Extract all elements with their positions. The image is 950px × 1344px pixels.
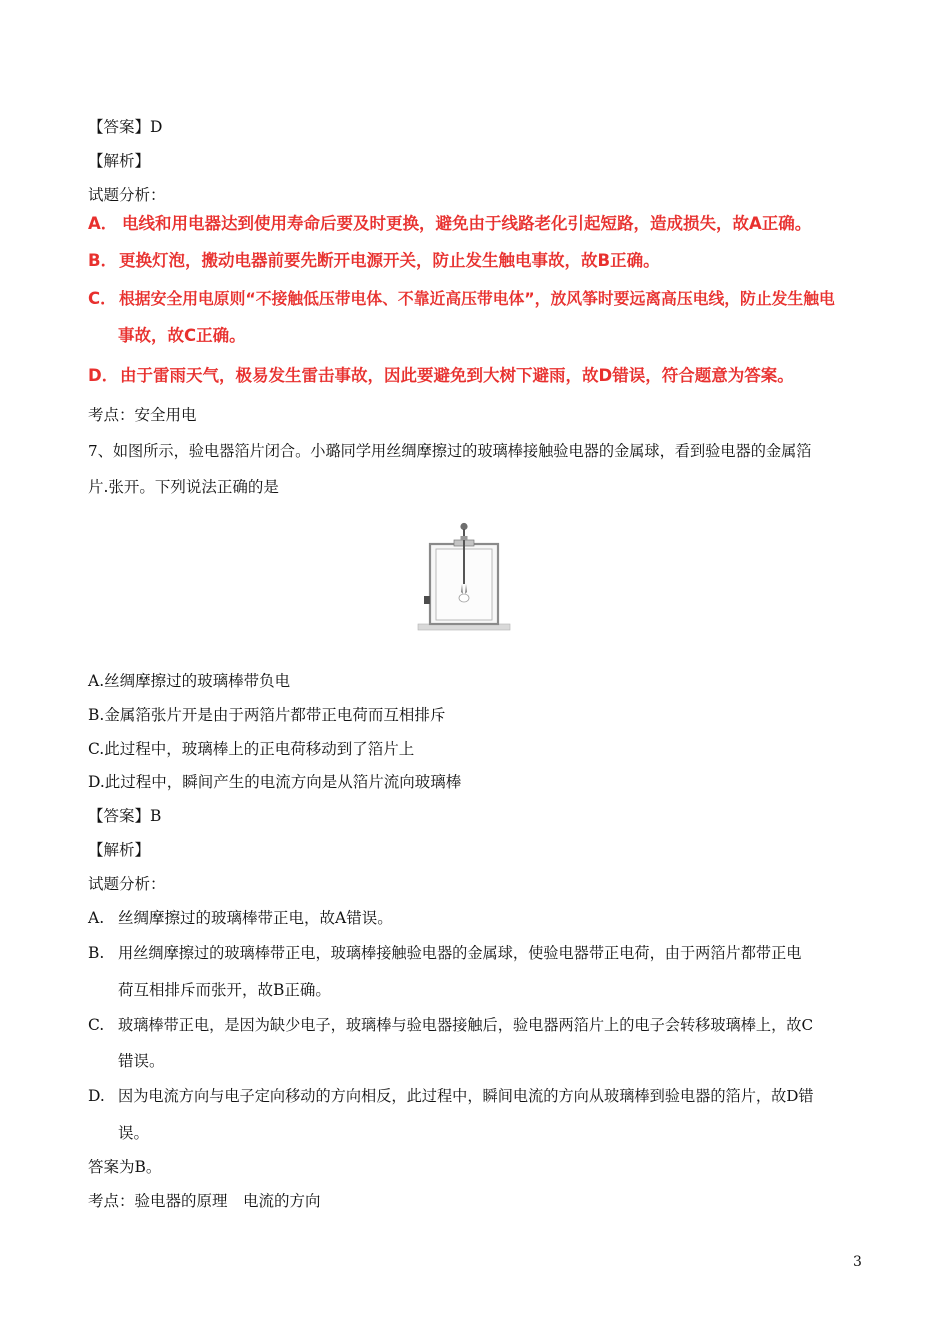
- q7-point-d-label: D.: [88, 1087, 105, 1105]
- q6-point-a-text: 电线和用电器达到使用寿命后要及时更换，避免由于线路老化引起短路，造成损失，故A正确。: [122, 214, 812, 233]
- q6-point-b-text: 更换灯泡，搬动电器前要先断开电源开关，防止发生触电事故，故B正确。: [119, 251, 660, 270]
- q7-point-c-continuation: 错误。: [118, 1052, 165, 1070]
- q7-point-c-text-1: 玻璃棒带正电，是因为缺少电子，玻璃棒与验电器接触后，验电器两箔片上的电子会转移玻璃棒上，故C: [118, 1016, 814, 1034]
- q7-point-a: [88, 907, 393, 929]
- q7-stem-line-2: 片.张开。下列说法正确的是: [88, 478, 279, 496]
- q6-point-b-label: B．: [88, 251, 118, 270]
- q6-point-d-text: 由于雷雨天气，极易发生雷击事故，因此要避免到大树下避雨，故D错误，符合题意为答案。: [120, 366, 794, 385]
- q6-point-c-continuation: 事故，故C正确。: [118, 326, 246, 345]
- q7-option-b: B.金属箔张片开是由于两箔片都带正电荷而互相排斥: [88, 706, 446, 724]
- q7-point-b-label: B.: [88, 944, 105, 962]
- q6-analysis-heading: 【解析】: [88, 152, 151, 170]
- q6-analysis-intro: 试题分析：: [88, 186, 166, 204]
- q7-point-c-label: C.: [88, 1016, 105, 1034]
- q6-point-c-label: C．: [88, 289, 117, 308]
- q6-point-b: [88, 250, 660, 272]
- q7-point-d: [88, 1085, 814, 1107]
- q7-point-d-text-1: 因为电流方向与电子定向移动的方向相反，此过程中，瞬间电流的方向从玻璃棒到验电器的箔片，故D错: [118, 1087, 814, 1105]
- q7-point-a-label: A.: [88, 909, 105, 927]
- q7-option-d: D.此过程中，瞬间产生的电流方向是从箔片流向玻璃棒: [88, 773, 462, 791]
- q6-point-c: [88, 288, 835, 310]
- q6-answer-line: 【答案】D: [88, 118, 163, 136]
- q6-point-a: [88, 213, 811, 235]
- q6-point-c-text-1: 根据安全用电原则“不接触低压带电体、不靠近高压带电体”，放风筝时要远离高压电线，防止发生触电: [119, 289, 835, 308]
- q6-point-d: [88, 365, 794, 387]
- electroscope-figure: [416, 522, 512, 634]
- page-number: 3: [853, 1254, 862, 1270]
- q7-point-b-continuation: 荷互相排斥而张开，故B正确。: [118, 981, 331, 999]
- q6-point-a-label: A．: [88, 214, 118, 233]
- q7-analysis-intro: 试题分析：: [88, 875, 166, 893]
- q7-conclusion: 答案为B。: [88, 1158, 162, 1176]
- q7-answer-line: 【答案】B: [88, 807, 162, 825]
- q7-point-b: [88, 942, 801, 964]
- q7-point-b-text-1: 用丝绸摩擦过的玻璃棒带正电，玻璃棒接触验电器的金属球，使验电器带正电荷，由于两箔片都带正电: [118, 944, 802, 962]
- q7-option-c: C.此过程中，玻璃棒上的正电荷移动到了箔片上: [88, 740, 415, 758]
- q7-point-c: [88, 1014, 813, 1036]
- q7-stem-line-1: 7、如图所示，验电器箔片闭合。小璐同学用丝绸摩擦过的玻璃棒接触验电器的金属球，看到验电器的金属箔: [88, 442, 812, 460]
- q7-analysis-heading: 【解析】: [88, 841, 151, 859]
- q7-point-a-text: 丝绸摩擦过的玻璃棒带正电，故A错误。: [118, 909, 393, 927]
- q7-topic: 考点：验电器的原理 电流的方向: [88, 1192, 321, 1210]
- q6-point-d-label: D．: [88, 366, 119, 385]
- q7-option-a: A.丝绸摩擦过的玻璃棒带负电: [88, 672, 291, 690]
- q6-topic: 考点：安全用电: [88, 406, 197, 424]
- q7-point-d-continuation: 误。: [118, 1124, 150, 1142]
- electroscope-icon: [416, 522, 512, 634]
